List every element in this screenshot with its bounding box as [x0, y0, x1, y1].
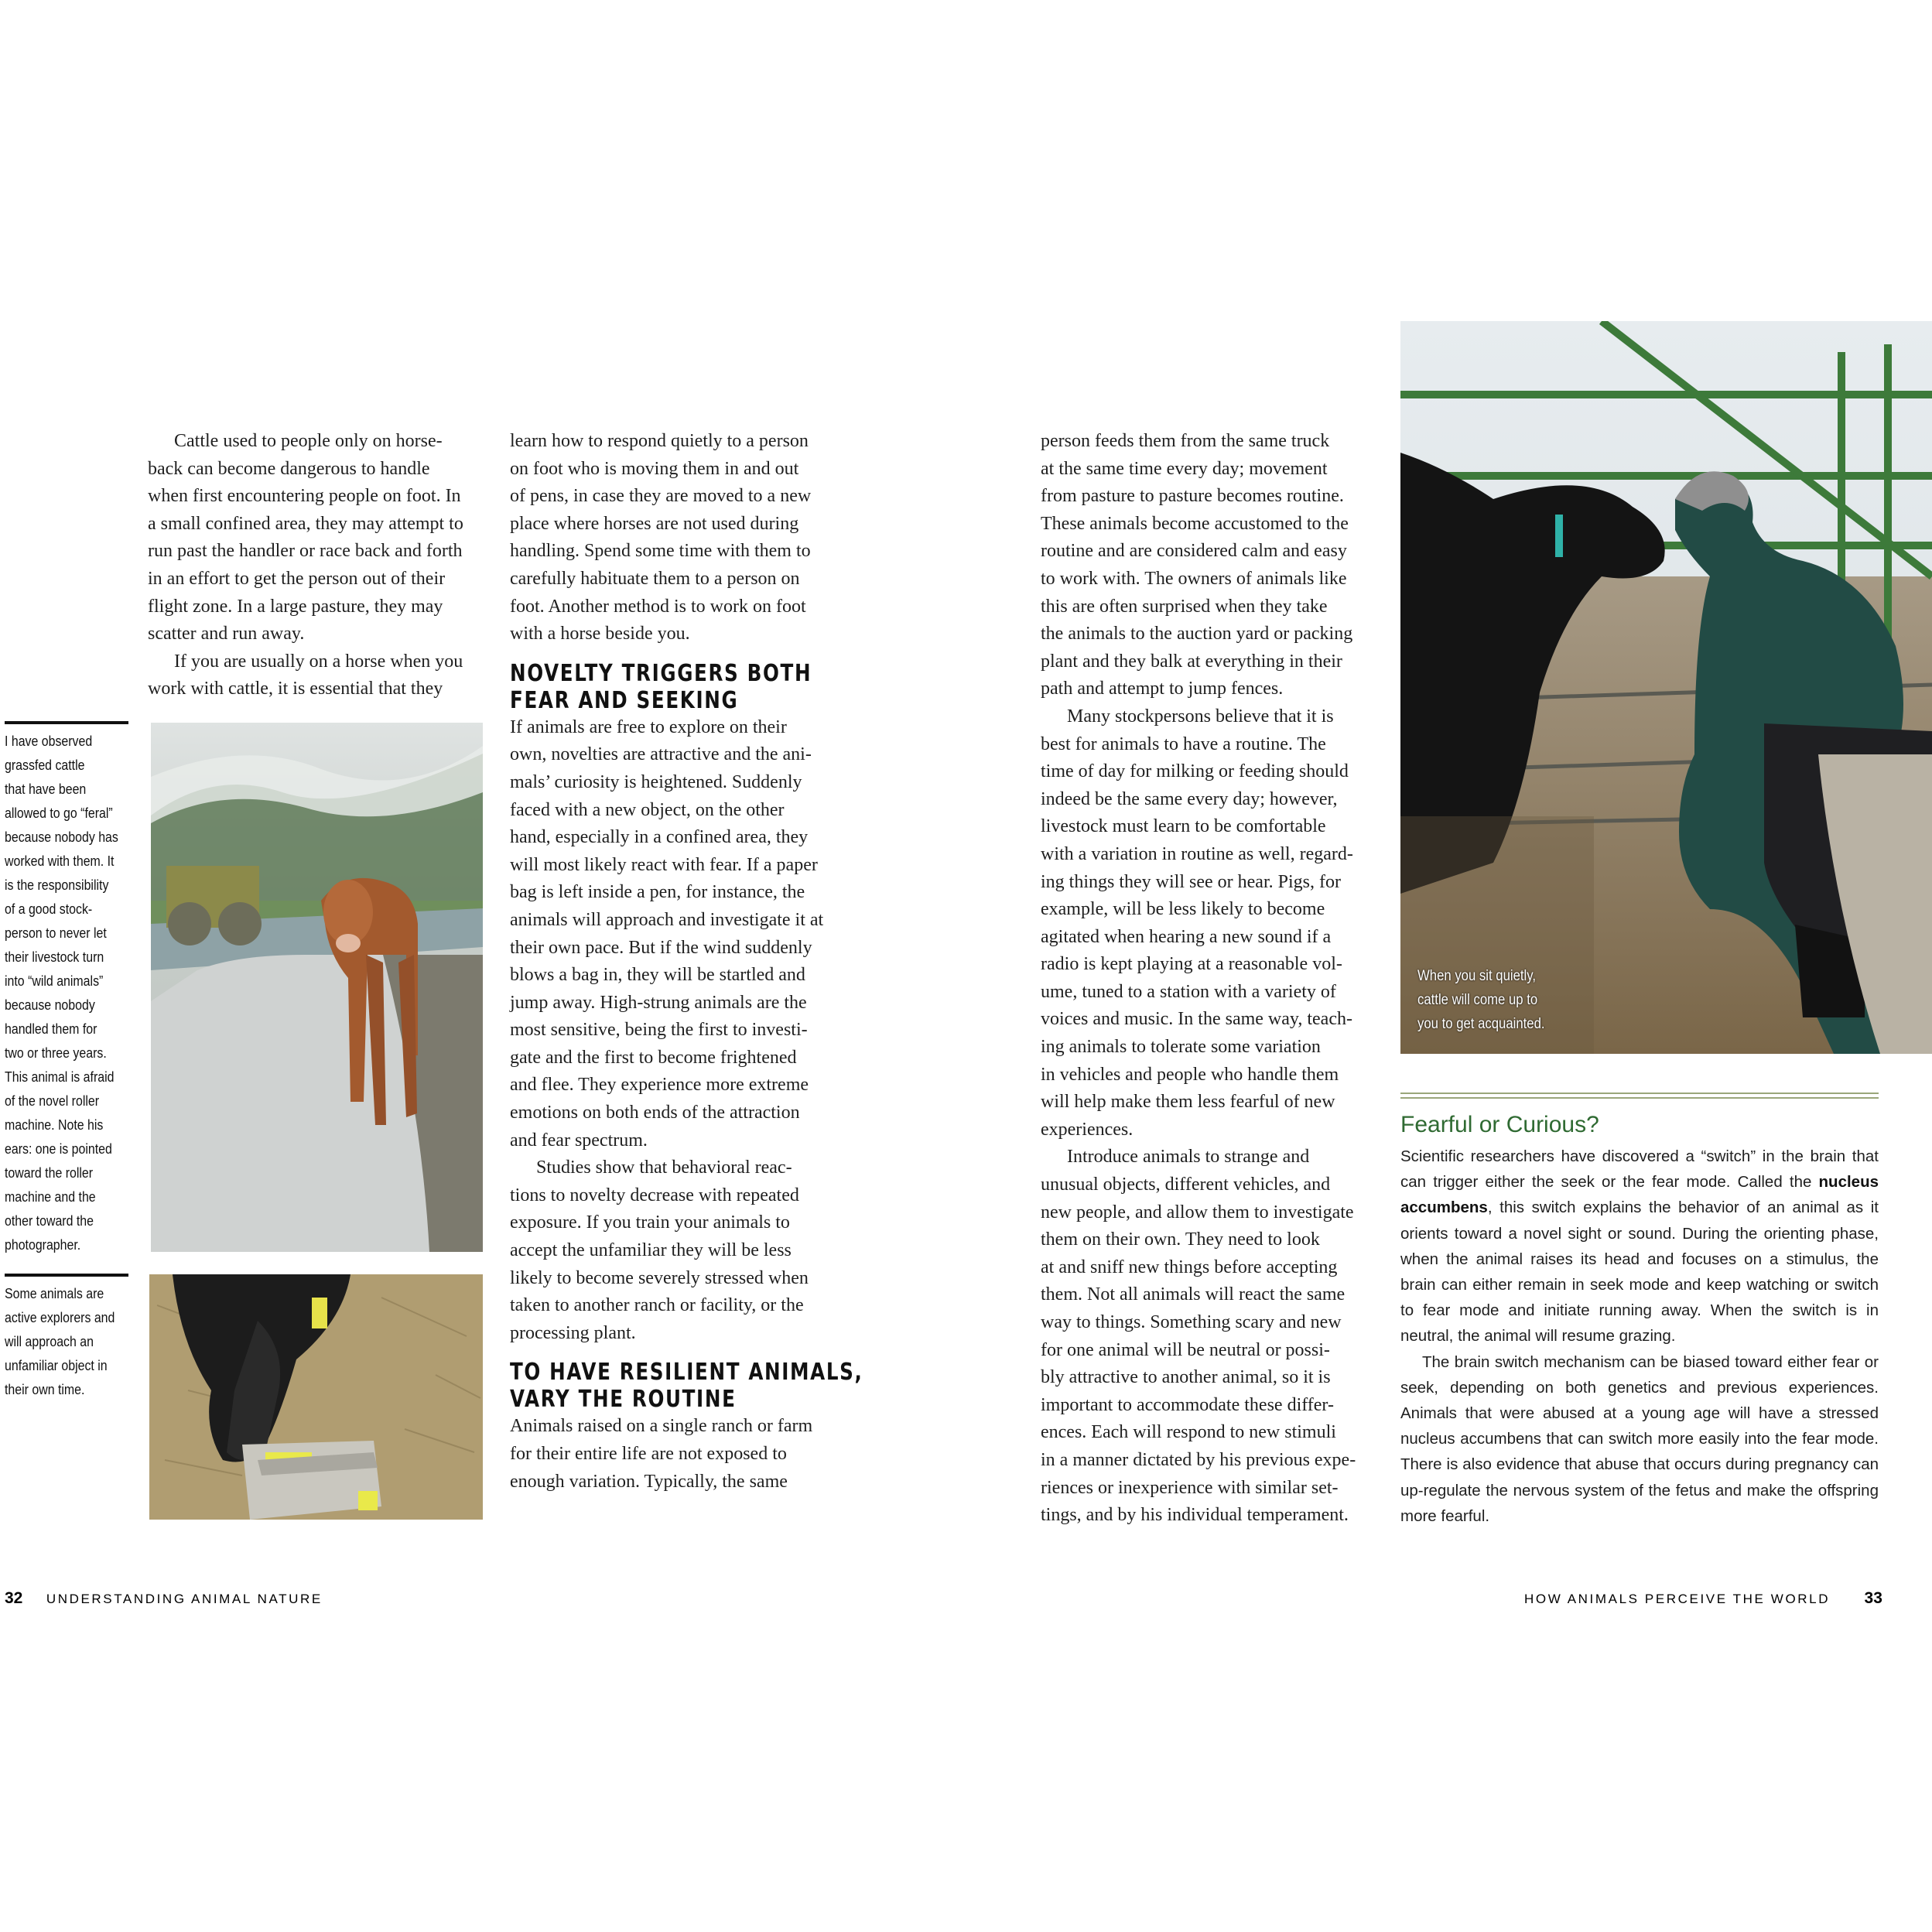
- text-line: indeed be the same every day; however,: [1041, 788, 1338, 809]
- text-line: path and attempt to jump fences.: [1041, 679, 1284, 699]
- caption-line: their own time.: [5, 1381, 85, 1397]
- text-line: processing plant.: [510, 1322, 636, 1343]
- caption-line: into “wild animals”: [5, 973, 104, 989]
- caption-line: toward the roller: [5, 1164, 94, 1181]
- text-line: them. Not all animals will react the same: [1041, 1284, 1346, 1305]
- text-line: with a horse beside you.: [510, 624, 690, 645]
- caption-line: worked with them. It: [5, 853, 115, 869]
- text-line: best for animals to have a routine. The: [1041, 733, 1326, 754]
- caption-line: of a good stock-: [5, 901, 93, 917]
- text-line: accept the unfamiliar they will be less: [510, 1240, 792, 1261]
- text-line: ing animals to tolerate some variation: [1041, 1037, 1321, 1058]
- left-column-text: [148, 428, 488, 703]
- sidebar-title: Fearful or Curious?: [1400, 1112, 1599, 1137]
- text-line: example, will be less likely to become: [1041, 899, 1325, 920]
- sidebar-paragraph-2: The brain switch mechanism can be biased toward either fear or seek, depending on both genetics and previous experiences. Animals that were abused at a young age will have a stressed nucleus accumbens that can switch more easily into the fear mode. There is also evidence that abuse that occurs during pregnancy can up-regulate the nervous system of the fetus and make the offspring more fearful.: [1400, 1352, 1879, 1525]
- caption-rule: [5, 1274, 128, 1277]
- caption-line: because nobody: [5, 997, 95, 1013]
- text-line: important to accommodate these differ-: [1041, 1394, 1334, 1415]
- photo-caption-sit-quietly: [1417, 964, 1545, 1036]
- text-line: Many stockpersons believe that it is: [1067, 706, 1334, 727]
- text-line: voices and music. In the same way, teach-: [1041, 1009, 1352, 1030]
- text-line: animals will approach and investigate it at: [510, 909, 824, 930]
- heading-line: NOVELTY TRIGGERS BOTH: [510, 659, 812, 687]
- text-line: in vehicles and people who handle them: [1041, 1064, 1339, 1085]
- text-line: from pasture to pasture becomes routine.: [1041, 486, 1344, 507]
- right-folio: [1524, 1589, 1882, 1608]
- text-line: foot. Another method is to work on foot: [510, 596, 806, 617]
- text-line: this are often surprised when they take: [1041, 596, 1328, 617]
- page-number-right: 33: [1864, 1589, 1882, 1607]
- woman-with-cow-photo: [1400, 321, 1932, 1054]
- text-line: bly attractive to another animal, so it is: [1041, 1367, 1331, 1388]
- text-line: scatter and run away.: [148, 624, 305, 645]
- caption-line: will approach an: [5, 1333, 94, 1349]
- page-number-left: 32: [5, 1589, 23, 1607]
- heading-line: FEAR AND SEEKING: [510, 686, 739, 714]
- running-head-left: UNDERSTANDING ANIMAL NATURE: [46, 1592, 323, 1606]
- text-line: for their entire life are not exposed to: [510, 1444, 787, 1464]
- caption-line: ears: one is pointed: [5, 1140, 112, 1157]
- text-line: new people, and allow them to investigate: [1041, 1202, 1354, 1222]
- text-line: blows a bag in, they will be startled and: [510, 965, 805, 986]
- text-line: If you are usually on a horse when you: [174, 651, 463, 672]
- caption-line: machine and the: [5, 1188, 96, 1205]
- text-line: will help make them less fearful of new: [1041, 1092, 1335, 1113]
- text-line: faced with a new object, on the other: [510, 799, 785, 820]
- black-cow-box-photo: [149, 1274, 483, 1520]
- text-line: taken to another ranch or facility, or the: [510, 1295, 804, 1316]
- caption-line: grassfed cattle: [5, 757, 85, 773]
- text-line: riences or inexperience with similar set-: [1041, 1477, 1339, 1498]
- running-head-right: HOW ANIMALS PERCEIVE THE WORLD: [1524, 1592, 1831, 1606]
- text-line: with a variation in routine as well, regard-: [1041, 843, 1353, 864]
- caption-line: photographer.: [5, 1236, 81, 1253]
- middle-column-text: [510, 428, 863, 1496]
- text-line: when first encountering people on foot. In: [148, 486, 461, 507]
- caption-line: their livestock turn: [5, 949, 104, 965]
- sidebar-body: [1400, 1144, 1879, 1529]
- text-line: them on their own. They need to look: [1041, 1229, 1320, 1250]
- text-line: place where horses are not used during: [510, 513, 799, 534]
- text-line: most sensitive, being the first to investi-: [510, 1020, 808, 1041]
- text-line: Cattle used to people only on horse-: [174, 431, 443, 451]
- caption-line: machine. Note his: [5, 1116, 104, 1133]
- text-line: Animals raised on a single ranch or farm: [510, 1416, 813, 1437]
- text-line: ume, tuned to a station with a variety of: [1041, 981, 1336, 1002]
- text-line: flight zone. In a large pasture, they may: [148, 596, 443, 617]
- text-line: enough variation. Typically, the same: [510, 1471, 788, 1492]
- text-line: own, novelties are attractive and the ani-: [510, 744, 812, 765]
- text-line: gate and the first to become frightened: [510, 1047, 797, 1068]
- text-line: likely to become severely stressed when: [510, 1267, 809, 1288]
- text-line: ences. Each will respond to new stimuli: [1041, 1422, 1336, 1443]
- text-line: experiences.: [1041, 1119, 1134, 1140]
- caption-line: other toward the: [5, 1212, 94, 1229]
- photo-caption-explorers: [5, 1274, 128, 1401]
- caption-line: cattle will come up to: [1417, 992, 1538, 1008]
- text-line: back can become dangerous to handle: [148, 458, 430, 479]
- text-line: livestock must learn to be comfortable: [1041, 816, 1326, 837]
- text-line: hand, especially in a confined area, they: [510, 827, 809, 848]
- text-line: way to things. Something scary and new: [1041, 1312, 1342, 1332]
- caption-line: This animal is afraid: [5, 1069, 115, 1085]
- text-line: Introduce animals to strange and: [1067, 1147, 1310, 1168]
- text-line: exposure. If you train your animals to: [510, 1212, 790, 1233]
- text-line: learn how to respond quietly to a person: [510, 431, 809, 451]
- caption-line: handled them for: [5, 1021, 97, 1037]
- caption-line: allowed to go “feral”: [5, 805, 113, 821]
- caption-line: When you sit quietly,: [1417, 968, 1537, 984]
- heading-line: VARY THE ROUTINE: [510, 1386, 737, 1414]
- text-line: in a manner dictated by his previous expe-: [1041, 1449, 1356, 1470]
- caption-rule: [5, 721, 128, 724]
- heading-line: TO HAVE RESILIENT ANIMALS,: [510, 1359, 863, 1387]
- text-line: These animals become accustomed to the: [1041, 513, 1349, 534]
- text-line: for one animal will be neutral or possi-: [1041, 1339, 1330, 1360]
- text-line: emotions on both ends of the attraction: [510, 1103, 800, 1123]
- calf-road-photo: [151, 723, 483, 1252]
- section-heading-novelty: [510, 659, 812, 714]
- text-line: handling. Spend some time with them to: [510, 541, 811, 562]
- text-line: Studies show that behavioral reac-: [536, 1157, 792, 1178]
- text-line: in an effort to get the person out of their: [148, 568, 446, 589]
- text-line: time of day for milking or feeding should: [1041, 761, 1349, 782]
- caption-line: person to never let: [5, 925, 107, 941]
- text-line: to work with. The owners of animals like: [1041, 568, 1347, 589]
- text-line: on foot who is moving them in and out: [510, 458, 799, 479]
- caption-line: active explorers and: [5, 1309, 115, 1325]
- caption-line: I have observed: [5, 733, 93, 749]
- right-column-text: [1041, 428, 1381, 1530]
- caption-line: you to get acquainted.: [1417, 1016, 1545, 1032]
- text-line: bag is left inside a pen, for instance, the: [510, 882, 805, 903]
- photo-caption-calf: [5, 721, 128, 1257]
- text-line: tions to novelty decrease with repeated: [510, 1185, 799, 1205]
- sidebar-paragraph-1: Scientific researchers have discovered a “switch” in the brain that can trigger either the seek or the fear mode. Called the nucleus accumbens, this switch explains the behavior of an animal as it orients toward a novel sight or sound. During the orienting phase, when the animal raises its head and focuses on a stimulus, the brain can either remain in seek mode and keep watching or switch to fear mode and initiate running away. When the switch is in neutral, the animal will resume grazing.: [1400, 1147, 1879, 1346]
- text-line: and flee. They experience more extreme: [510, 1075, 809, 1096]
- text-line: will most likely react with fear. If a paper: [510, 854, 818, 875]
- caption-line: unfamiliar object in: [5, 1357, 108, 1373]
- text-line: the animals to the auction yard or packing: [1041, 624, 1353, 645]
- text-line: mals’ curiosity is heightened. Suddenly: [510, 771, 802, 792]
- left-folio: [5, 1589, 323, 1608]
- text-line: tings, and by his individual temperament.: [1041, 1505, 1349, 1526]
- text-line: If animals are free to explore on their: [510, 716, 787, 737]
- text-line: at and sniff new things before accepting: [1041, 1257, 1338, 1277]
- text-line: jump away. High-strung animals are the: [510, 992, 807, 1013]
- caption-line: is the responsibility: [5, 877, 109, 893]
- text-line: their own pace. But if the wind suddenly: [510, 937, 812, 958]
- text-line: radio is kept playing at a reasonable vol-: [1041, 954, 1342, 975]
- term-nucleus-accumbens: nucleus accumbens: [1400, 1173, 1879, 1217]
- caption-line: two or three years.: [5, 1045, 107, 1061]
- text-line: routine and are considered calm and easy: [1041, 541, 1347, 562]
- text-line: carefully habituate them to a person on: [510, 568, 800, 589]
- text-line: ing things they will see or hear. Pigs, for: [1041, 871, 1341, 892]
- text-line: person feeds them from the same truck: [1041, 431, 1330, 451]
- text-line: work with cattle, it is essential that they: [148, 679, 443, 699]
- text-line: a small confined area, they may attempt to: [148, 513, 463, 534]
- text-line: run past the handler or race back and forth: [148, 541, 463, 562]
- section-heading-routine: [510, 1359, 863, 1414]
- text-line: and fear spectrum.: [510, 1130, 648, 1151]
- sidebar-rule: [1400, 1093, 1879, 1103]
- text-line: plant and they balk at everything in their: [1041, 651, 1342, 672]
- caption-line: of the novel roller: [5, 1093, 100, 1109]
- text-line: agitated when hearing a new sound if a: [1041, 926, 1332, 947]
- text-line: at the same time every day; movement: [1041, 458, 1328, 479]
- caption-line: Some animals are: [5, 1285, 104, 1301]
- text-line: unusual objects, different vehicles, and: [1041, 1175, 1331, 1195]
- caption-line: because nobody has: [5, 829, 118, 845]
- caption-line: that have been: [5, 781, 87, 797]
- text-line: of pens, in case they are moved to a new: [510, 486, 812, 507]
